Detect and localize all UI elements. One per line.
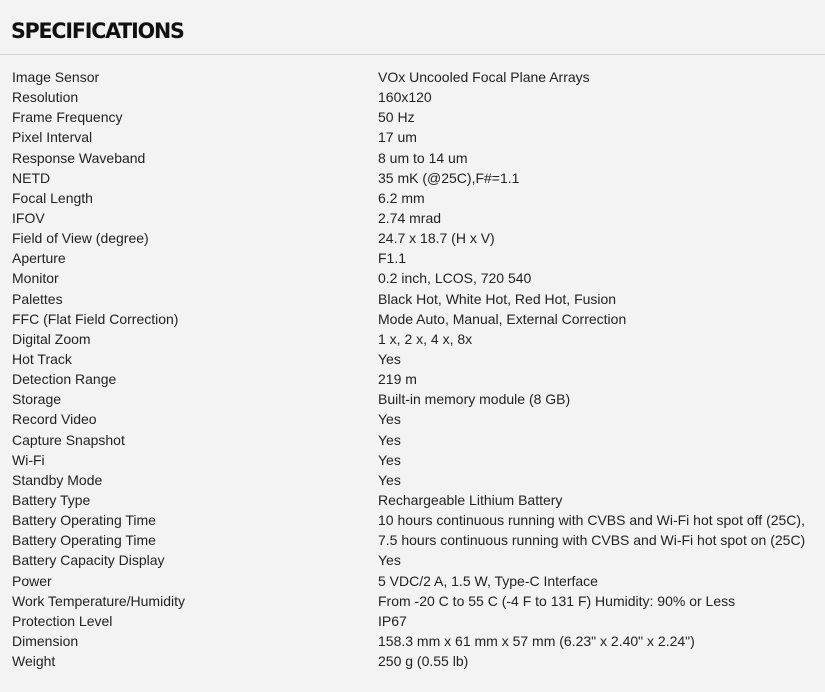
spec-label: Battery Operating Time: [12, 532, 156, 549]
spec-label: Focal Length: [12, 189, 93, 206]
spec-value: 24.7 x 18.7 (H x V): [378, 230, 495, 247]
spec-row: [12, 631, 825, 651]
spec-value: Yes: [378, 451, 401, 468]
spec-label: Work Temperature/Humidity: [12, 592, 185, 609]
spec-row: [12, 450, 825, 470]
spec-row: [12, 369, 825, 389]
spec-row: [12, 530, 825, 550]
spec-value: From -20 C to 55 C (-4 F to 131 F) Humidity: 90% or Less: [378, 592, 736, 609]
spec-value: Yes: [378, 471, 401, 488]
spec-row: [12, 510, 825, 530]
spec-value: 10 hours continuous running with CVBS and Wi-Fi hot spot off (25C),: [378, 512, 805, 529]
spec-label: Image Sensor: [12, 69, 100, 86]
spec-value: Yes: [378, 431, 401, 448]
spec-row: [12, 248, 825, 268]
spec-value: F1.1: [378, 250, 407, 267]
spec-value: Yes: [378, 552, 401, 569]
title-divider: [0, 54, 825, 55]
spec-row: [12, 168, 825, 188]
spec-label: Response Waveband: [12, 149, 146, 166]
spec-label: FFC (Flat Field Correction): [12, 310, 179, 327]
spec-label: Frame Frequency: [12, 109, 123, 126]
spec-label: Standby Mode: [12, 471, 103, 488]
spec-value: 17 um: [378, 129, 417, 146]
spec-row: [12, 309, 825, 329]
spec-label: Battery Operating Time: [12, 512, 156, 529]
spec-label: Palettes: [12, 290, 63, 307]
spec-row: [12, 349, 825, 369]
spec-row: [12, 591, 825, 611]
spec-row: [12, 389, 825, 409]
spec-table: [12, 67, 825, 671]
spec-label: NETD: [12, 169, 51, 186]
spec-row: [12, 550, 825, 570]
spec-value: Built-in memory module (8 GB): [378, 391, 571, 408]
spec-label: Protection Level: [12, 612, 113, 629]
spec-label: IFOV: [12, 210, 45, 227]
spec-row: [12, 87, 825, 107]
spec-label: Monitor: [12, 270, 59, 287]
spec-row: [12, 67, 825, 87]
spec-value: 0.2 inch, LCOS, 720 540: [378, 270, 532, 287]
spec-value: 50 Hz: [378, 109, 415, 126]
spec-row: [12, 611, 825, 631]
spec-value: 158.3 mm x 61 mm x 57 mm (6.23" x 2.40" x 2.24"): [378, 633, 695, 649]
spec-label: Digital Zoom: [12, 330, 91, 347]
spec-value: 219 m: [378, 371, 417, 388]
spec-label: Aperture: [12, 250, 66, 267]
spec-row: [12, 409, 825, 429]
spec-value: 250 g (0.55 lb): [378, 653, 469, 670]
spec-value: 6.2 mm: [378, 189, 425, 206]
spec-row: [12, 470, 825, 490]
spec-row: [12, 430, 825, 450]
spec-row: [12, 289, 825, 309]
spec-value: IP67: [378, 612, 407, 629]
spec-row: [12, 651, 825, 671]
spec-value: 5 VDC/2 A, 1.5 W, Type-C Interface: [378, 572, 598, 589]
spec-row: [12, 148, 825, 168]
spec-label: Record Video: [12, 411, 97, 428]
spec-label: Hot Track: [12, 351, 72, 368]
spec-label: Field of View (degree): [12, 230, 149, 247]
spec-row: [12, 188, 825, 208]
spec-value: Mode Auto, Manual, External Correction: [378, 310, 627, 327]
spec-value: 1 x, 2 x, 4 x, 8x: [378, 330, 473, 347]
spec-value: VOx Uncooled Focal Plane Arrays: [378, 69, 590, 86]
spec-label: Battery Type: [12, 492, 91, 509]
spec-value: Rechargeable Lithium Battery: [378, 492, 563, 509]
spec-label: Weight: [12, 653, 56, 670]
spec-label: Wi-Fi: [12, 451, 45, 468]
spec-value: Yes: [378, 411, 401, 428]
spec-value: 2.74 mrad: [378, 210, 442, 227]
spec-row: [12, 208, 825, 228]
spec-label: Capture Snapshot: [12, 431, 125, 448]
spec-row: [12, 107, 825, 127]
spec-label: Storage: [12, 391, 62, 408]
spec-label: Battery Capacity Display: [12, 552, 165, 569]
spec-label: Dimension: [12, 633, 79, 649]
spec-row: [12, 127, 825, 147]
spec-label: Power: [12, 572, 52, 589]
spec-value: 8 um to 14 um: [378, 149, 468, 166]
spec-row: [12, 571, 825, 591]
spec-row: [12, 228, 825, 248]
spec-value: Black Hot, White Hot, Red Hot, Fusion: [378, 290, 617, 307]
spec-value: Yes: [378, 351, 401, 368]
spec-label: Detection Range: [12, 371, 117, 388]
spec-label: Pixel Interval: [12, 129, 93, 146]
spec-value: 7.5 hours continuous running with CVBS and Wi-Fi hot spot on (25C): [378, 532, 806, 549]
spec-label: Resolution: [12, 89, 79, 106]
spec-row: [12, 268, 825, 288]
spec-value: 35 mK (@25C),F#=1.1: [378, 169, 520, 186]
spec-row: [12, 329, 825, 349]
section-title: SPECIFICATIONS: [11, 19, 184, 43]
spec-value: 160x120: [378, 89, 432, 106]
spec-row: [12, 490, 825, 510]
